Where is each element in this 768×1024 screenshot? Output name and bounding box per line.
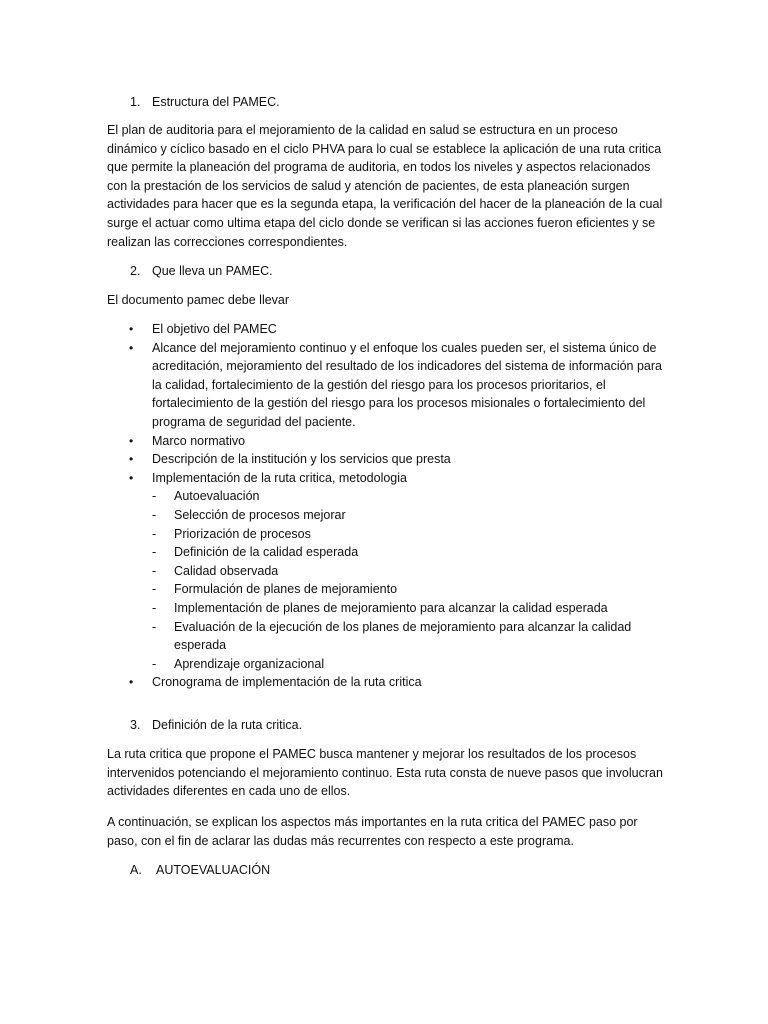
dash-icon: - xyxy=(152,619,157,634)
list-item xyxy=(107,339,667,432)
list-item xyxy=(107,320,667,339)
sub-list-item xyxy=(152,618,667,655)
dash-icon: - xyxy=(152,600,157,615)
bullet-icon: • xyxy=(129,433,134,448)
sub-list-item xyxy=(152,580,667,599)
bullet-icon: • xyxy=(129,452,134,467)
sub-list-item-text: Selección de procesos mejorar xyxy=(174,507,346,522)
section-2-intro: El documento pamec debe llevar xyxy=(107,293,290,307)
list-item-text: Implementación de la ruta critica, metodologia xyxy=(152,470,407,485)
list-item-text: Marco normativo xyxy=(152,433,246,448)
list-item-text: Cronograma de implementación de la ruta critica xyxy=(152,675,422,690)
section-2-title: Que lleva un PAMEC. xyxy=(152,264,273,278)
dash-icon: - xyxy=(152,563,157,578)
bullet-icon: • xyxy=(129,470,134,485)
bullet-icon: • xyxy=(129,322,134,336)
section-a-letter: A. xyxy=(130,863,142,877)
sub-list-item xyxy=(152,562,667,581)
sub-list-item-text: Aprendizaje organizacional xyxy=(174,656,325,671)
sub-list-item-text: Priorización de procesos xyxy=(174,526,311,541)
section-1-heading xyxy=(130,93,690,112)
dash-icon: - xyxy=(152,656,157,671)
section-3-heading xyxy=(130,716,690,735)
list-item xyxy=(107,673,667,692)
section-2-number: 2. xyxy=(130,264,141,278)
methodology-sublist xyxy=(152,487,667,673)
list-item-text: El objetivo del PAMEC xyxy=(152,322,277,336)
sub-list-item-text: Autoevaluación xyxy=(174,489,260,504)
sub-list-item xyxy=(152,487,667,506)
sub-list-item xyxy=(152,655,667,674)
sub-list-item-text: Evaluación de la ejecución de los planes de mejoramiento para alcanzar la calidad esperada xyxy=(174,619,632,653)
sub-list-item xyxy=(152,543,667,562)
section-1-title: Estructura del PAMEC. xyxy=(152,95,280,109)
sub-list-item-text: Calidad observada xyxy=(174,563,279,578)
section-3-number: 3. xyxy=(130,718,141,732)
section-1-paragraph: El plan de auditoria para el mejoramiento de la calidad en salud se estructura en un proceso dinámico y cíclico basado en el ciclo PHVA para lo cual se establece la aplicación de una ruta critica que permite la planeación del programa de auditoria, en todos los niveles y aspectos relacionados con la prestación de los servicios de salud y atención de pacientes, de esta planeación surgen actividades para hacer que es la segunda etapa, la verificación del hacer de la planeación de la cual surge el actuar como ultima etapa del ciclo donde se verifican si las acciones fueron eficientes y se realizan las correcciones correspondientes. xyxy=(107,123,663,249)
section-1-number: 1. xyxy=(130,95,141,109)
section-a-heading xyxy=(130,861,690,880)
dash-icon: - xyxy=(152,582,157,597)
dash-icon: - xyxy=(152,545,157,560)
bullet-icon: • xyxy=(129,340,134,355)
bullet-icon: • xyxy=(129,675,134,690)
sub-list-item-text: Formulación de planes de mejoramiento xyxy=(174,582,398,597)
sub-list-item xyxy=(152,599,667,618)
list-item xyxy=(107,450,667,469)
dash-icon: - xyxy=(152,526,157,541)
list-item-text: Descripción de la institución y los servicios que presta xyxy=(152,452,451,467)
requirements-list xyxy=(107,320,667,692)
sub-list-item-text: Implementación de planes de mejoramiento para alcanzar la calidad esperada xyxy=(174,600,608,615)
sub-list-item xyxy=(152,525,667,544)
section-3-paragraph-1: La ruta critica que propone el PAMEC busca mantener y mejorar los resultados de los procesos intervenidos potenciando el mejoramiento continuo. Esta ruta consta de nueve pasos que involucran actividades diferentes en cada uno de ellos. xyxy=(107,747,663,799)
section-3-title: Definición de la ruta critica. xyxy=(152,718,303,732)
list-item xyxy=(107,432,667,451)
section-3-paragraph-2: A continuación, se explican los aspectos más importantes en la ruta critica del PAMEC paso por paso, con el fin de aclarar las dudas más recurrentes con respecto a este programa. xyxy=(107,815,638,848)
list-item-text: Alcance del mejoramiento continuo y el enfoque los cuales pueden ser, el sistema único de acreditación, mejoramiento del resultado de los indicadores del sistema de información para la calidad, fortalecimiento de la gestión del riesgo para los procesos prioritarios, el fortalecimiento de la gestión del riesgo para los procesos misionales o fortalecimiento del programa de seguridad del paciente. xyxy=(152,340,662,429)
section-a-title: AUTOEVALUACIÓN xyxy=(156,863,271,877)
dash-icon: - xyxy=(152,489,157,504)
sub-list-item xyxy=(152,506,667,525)
sub-list-item-text: Definición de la calidad esperada xyxy=(174,545,359,560)
list-item xyxy=(107,469,667,674)
section-2-heading xyxy=(130,262,690,281)
dash-icon: - xyxy=(152,507,157,522)
